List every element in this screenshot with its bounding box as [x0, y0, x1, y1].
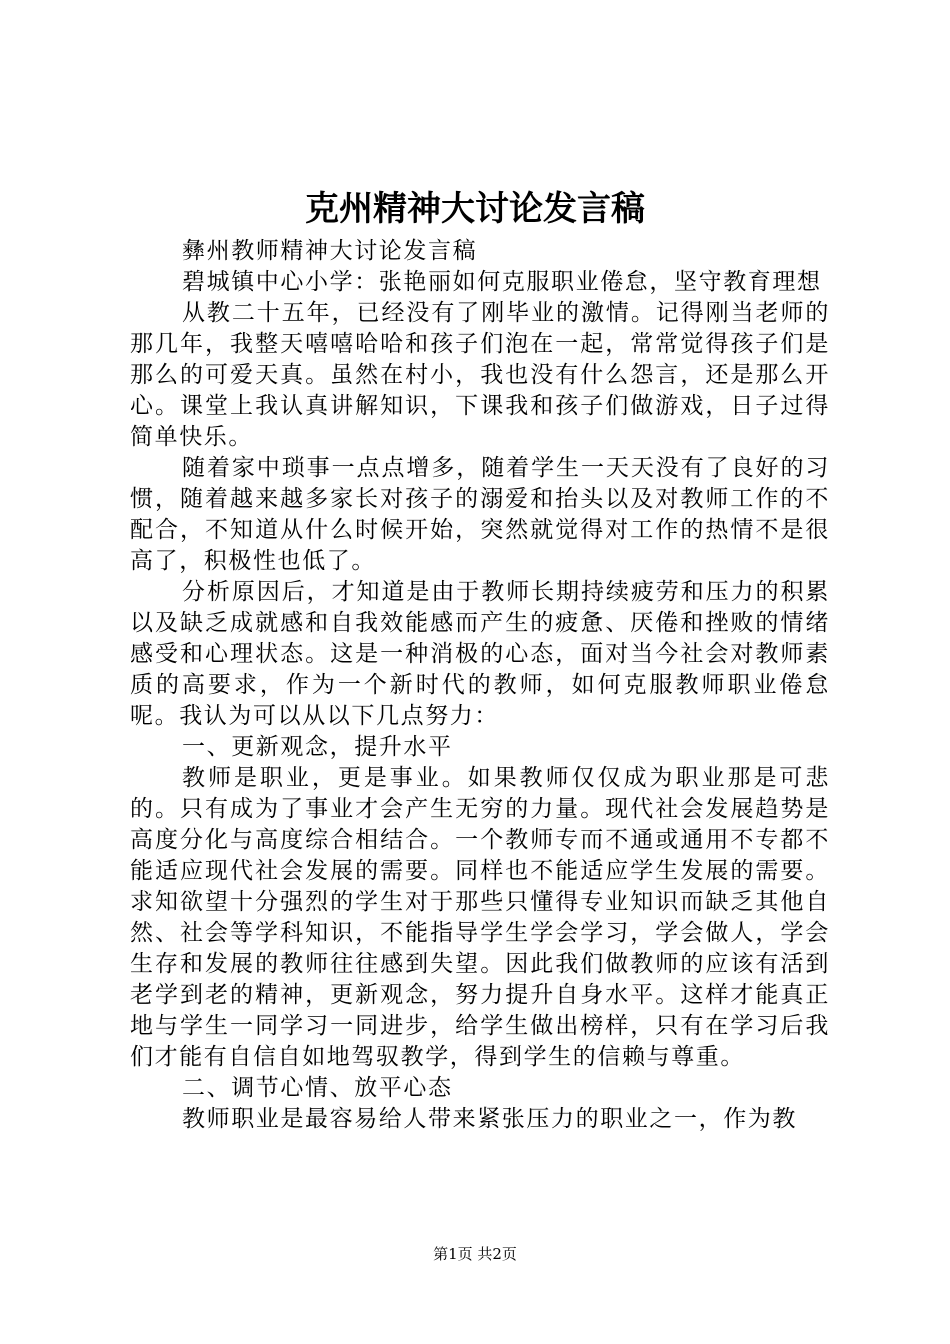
section-heading: 一、更新观念，提升水平 [182, 734, 453, 760]
paragraph: 分析原因后，才知道是由于教师长期持续疲劳和压力的积累以及缺乏成就感和自我效能感而产生的疲惫、厌倦和挫败的情绪感受和心理状态。这是一种消极的心态，面对当今社会对教师素质的高要求，作为一个新时代的教师，如何克服教师职业倦怠呢。我认为可以从以下几点努力： [130, 579, 830, 729]
paragraph-author-topic: 碧城镇中心小学：张艳丽如何克服职业倦怠，坚守教育理想 [182, 269, 822, 295]
paragraph: 教师职业是最容易给人带来紧张压力的职业之一，作为教 [182, 1106, 797, 1132]
section-heading: 二、调节心情、放平心态 [182, 1075, 453, 1101]
paragraph: 从教二十五年，已经没有了刚毕业的激情。记得刚当老师的那几年，我整天嘻嘻哈哈和孩子们泡在一起，常常觉得孩子们是那么的可爱天真。虽然在村小，我也没有什么怨言，还是那么开心。课堂上我认真讲解知识，下课我和孩子们做游戏，日子过得简单快乐。 [130, 300, 830, 450]
document-body [130, 236, 830, 1135]
paragraph: 随着家中琐事一点点增多，随着学生一天天没有了良好的习惯，随着越来越多家长对孩子的溺爱和抬头以及对教师工作的不配合，不知道从什么时候开始，突然就觉得对工作的热情不是很高了，积极性也低了。 [130, 455, 830, 574]
document-title: 克州精神大讨论发言稿 [305, 189, 645, 229]
paragraph-subtitle: 彝州教师精神大讨论发言稿 [182, 238, 478, 264]
page-footer: 第1页 共2页 [433, 1245, 517, 1263]
paragraph: 教师是职业，更是事业。如果教师仅仅成为职业那是可悲的。只有成为了事业才会产生无穷的力量。现代社会发展趋势是高度分化与高度综合相结合。一个教师专而不通或通用不专都不能适应现代社会发展的需要。同样也不能适应学生发展的需要。求知欲望十分强烈的学生对于那些只懂得专业知识而缺乏其他自然、社会等学科知识，不能指导学生学会学习，学会做人，学会生存和发展的教师往往感到失望。因此我们做教师的应该有活到老学到老的精神，更新观念，努力提升自身水平。这样才能真正地与学生一同学习一同进步，给学生做出榜样，只有在学习后我们才能有自信自如地驾驭教学，得到学生的信赖与尊重。 [130, 765, 830, 1070]
